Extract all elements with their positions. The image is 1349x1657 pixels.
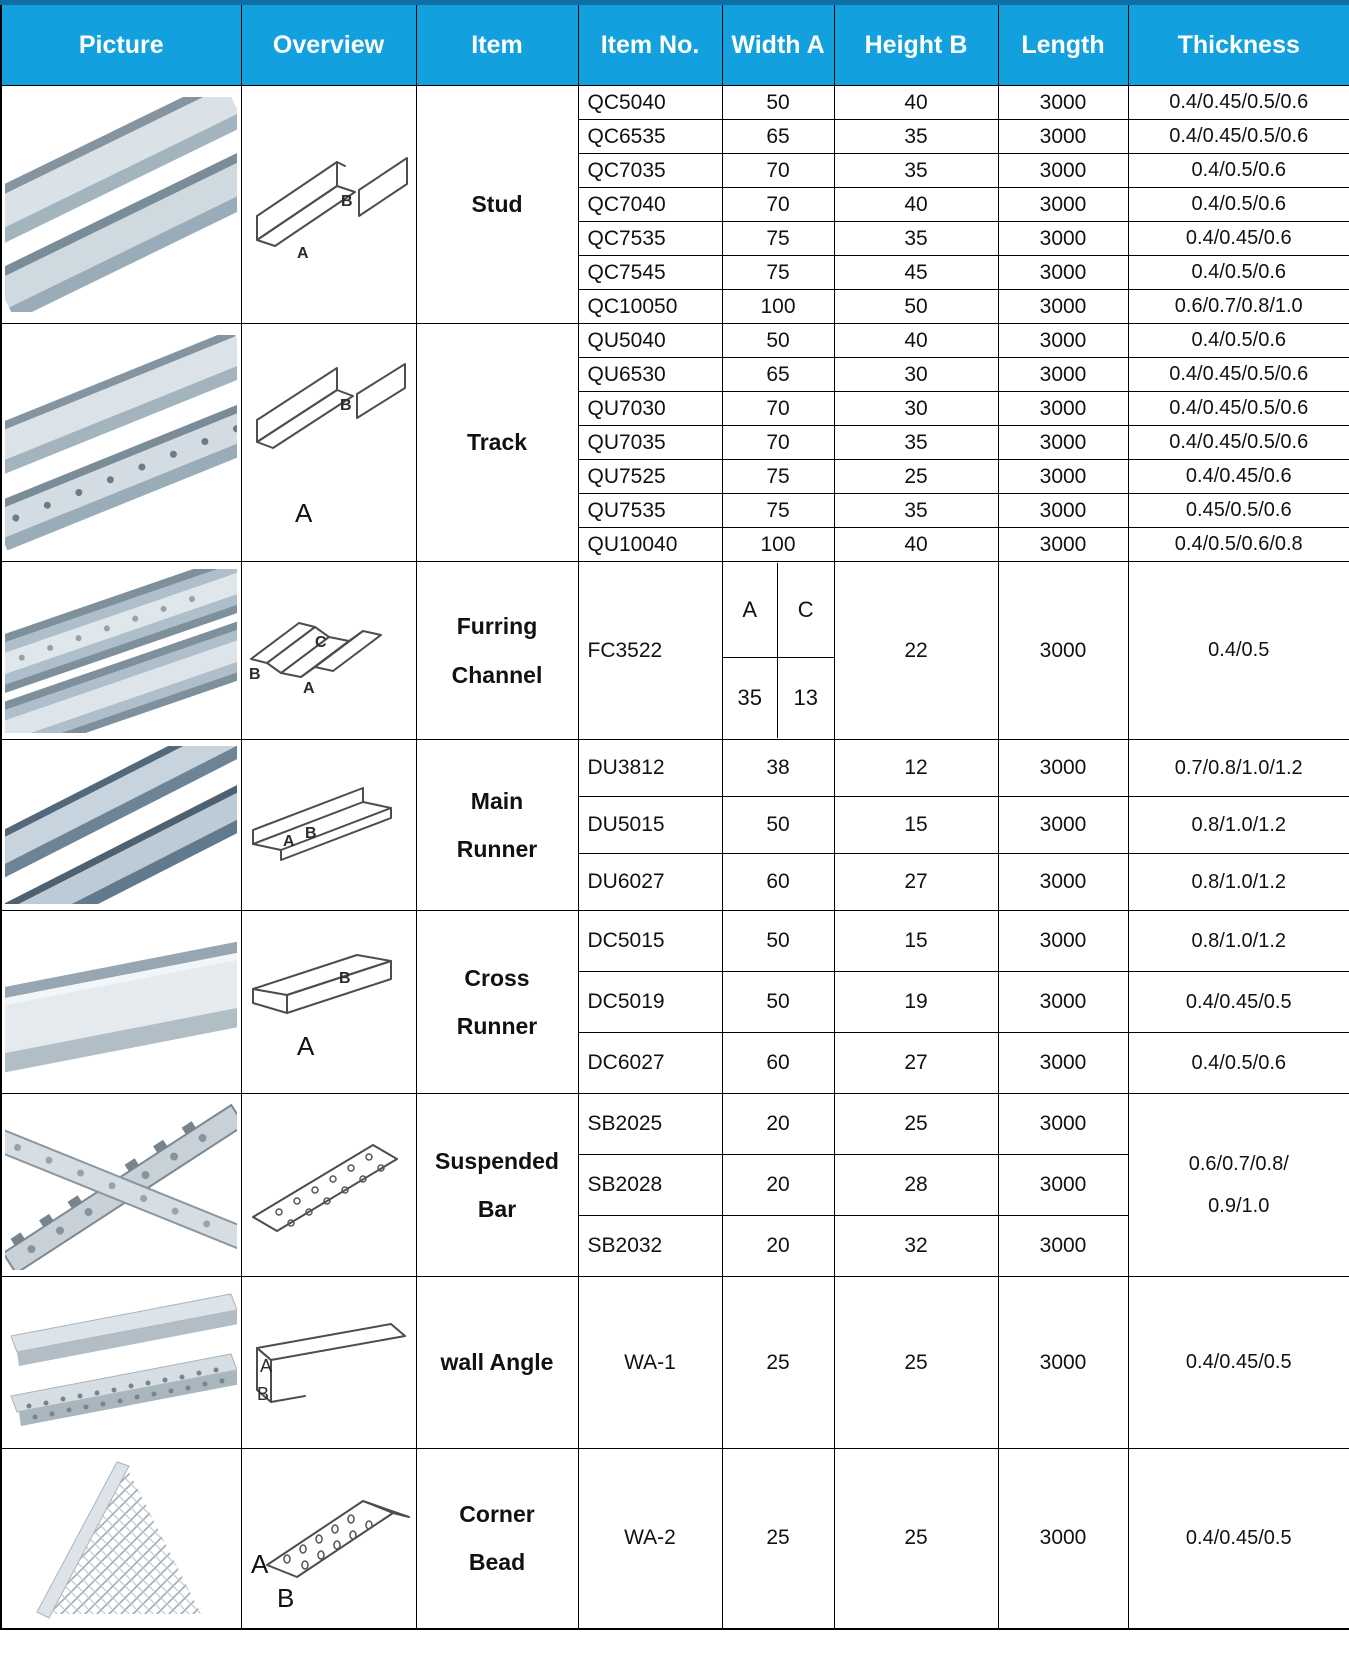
length-cell: 3000: [998, 120, 1128, 154]
label-a: A: [259, 1356, 272, 1376]
width-a-cell: 38: [722, 740, 834, 797]
length-cell: 3000: [998, 1033, 1128, 1094]
height-b-cell: 30: [834, 392, 998, 426]
length-cell: 3000: [998, 1277, 1128, 1449]
length-cell: 3000: [998, 256, 1128, 290]
width-a-cell: 65: [722, 358, 834, 392]
spec-row: [1, 86, 1349, 120]
stud-diagram: [245, 130, 413, 280]
thickness-cell-merged: [1128, 1094, 1349, 1277]
height-b-cell: 27: [834, 1033, 998, 1094]
thickness-cell: 0.4/0.45/0.5/0.6: [1128, 358, 1349, 392]
height-b-cell: 35: [834, 222, 998, 256]
item-no-cell: QU5040: [578, 324, 722, 358]
width-a-cell: 20: [722, 1155, 834, 1216]
item-label-text: Stud: [471, 191, 523, 218]
height-b-cell: 25: [834, 460, 998, 494]
label-b: B: [340, 192, 353, 210]
length-cell: 3000: [998, 460, 1128, 494]
furring-channel-diagram: [245, 581, 413, 721]
width-a-cell: 75: [722, 494, 834, 528]
item-label-text: Main Runner: [456, 787, 538, 862]
thickness-cell: 0.7/0.8/1.0/1.2: [1128, 740, 1349, 797]
sub-label-c: C: [778, 563, 834, 658]
thickness-cell: 0.4/0.45/0.5/0.6: [1128, 392, 1349, 426]
furring-sub-table: [723, 563, 834, 739]
wall-angle-photo: [5, 1284, 237, 1442]
item-no-cell: QC6535: [578, 120, 722, 154]
col-header-width-a: Width A: [722, 3, 834, 86]
height-b-cell: 35: [834, 120, 998, 154]
length-cell: 3000: [998, 972, 1128, 1033]
item-label-text: Cross Runner: [456, 964, 538, 1039]
width-a-cell: 75: [722, 256, 834, 290]
thickness-cell: 0.4/0.45/0.5: [1128, 1449, 1349, 1629]
width-a-cell: 50: [722, 324, 834, 358]
wall-angle-overview-cell: [241, 1277, 416, 1449]
height-b-cell: 45: [834, 256, 998, 290]
item-label-text: Corner Bead: [459, 1500, 535, 1576]
height-b-cell: 25: [834, 1449, 998, 1629]
wall-angle-photo-cell: [1, 1277, 241, 1449]
length-cell: 3000: [998, 1094, 1128, 1155]
height-b-cell: 25: [834, 1277, 998, 1449]
thickness-cell: 0.8/1.0/1.2: [1128, 854, 1349, 911]
height-b-cell: 12: [834, 740, 998, 797]
height-b-cell: 35: [834, 154, 998, 188]
item-no-cell: QC7035: [578, 154, 722, 188]
suspended-bar-diagram: [245, 1115, 413, 1255]
label-c: C: [314, 633, 327, 651]
item-no-cell: QU7525: [578, 460, 722, 494]
label-a: A: [302, 679, 315, 697]
height-b-cell: 28: [834, 1155, 998, 1216]
suspended-bar-photo: [5, 1100, 237, 1270]
track-photo: [5, 335, 237, 550]
height-b-cell: 15: [834, 911, 998, 972]
spec-row: [1, 740, 1349, 797]
length-cell: 3000: [998, 324, 1128, 358]
height-b-cell: 35: [834, 494, 998, 528]
height-b-cell: 40: [834, 324, 998, 358]
col-header-length: Length: [998, 3, 1128, 86]
width-a-cell: 70: [722, 154, 834, 188]
stud-photo-cell: [1, 86, 241, 324]
length-cell: 3000: [998, 358, 1128, 392]
thickness-cell: 0.4/0.45/0.6: [1128, 460, 1349, 494]
length-cell: 3000: [998, 797, 1128, 854]
length-cell: 3000: [998, 1155, 1128, 1216]
width-a-cell: 50: [722, 797, 834, 854]
height-b-cell: 35: [834, 426, 998, 460]
corner-bead-diagram: [245, 1463, 413, 1613]
length-cell: 3000: [998, 222, 1128, 256]
item-no-cell: DC5019: [578, 972, 722, 1033]
item-label-cross-runner: [416, 911, 578, 1094]
thickness-cell: 0.6/0.7/0.8/1.0: [1128, 290, 1349, 324]
item-label-text: Track: [466, 429, 528, 456]
furring-photo-cell: [1, 562, 241, 740]
furring-channel-photo: [5, 569, 237, 733]
spec-row: [1, 562, 1349, 740]
height-b-cell: 40: [834, 528, 998, 562]
height-b-cell: 15: [834, 797, 998, 854]
width-a-cell: 50: [722, 86, 834, 120]
height-b-cell: 27: [834, 854, 998, 911]
length-cell: 3000: [998, 1449, 1128, 1629]
item-label-corner-bead: [416, 1449, 578, 1629]
furring-overview-cell: [241, 562, 416, 740]
length-cell: 3000: [998, 494, 1128, 528]
length-cell: 3000: [998, 911, 1128, 972]
thickness-cell: 0.8/1.0/1.2: [1128, 911, 1349, 972]
thickness-cell: 0.4/0.5/0.6: [1128, 324, 1349, 358]
item-no-cell: QU7030: [578, 392, 722, 426]
length-cell: 3000: [998, 854, 1128, 911]
width-a-cell: 60: [722, 854, 834, 911]
length-cell: 3000: [998, 1216, 1128, 1277]
thickness-cell: 0.4/0.5/0.6: [1128, 154, 1349, 188]
corner-bead-photo-cell: [1, 1449, 241, 1629]
col-header-thickness: Thickness: [1128, 3, 1349, 86]
height-b-cell: 22: [834, 562, 998, 740]
corner-bead-photo: [5, 1454, 237, 1622]
col-header-overview: Overview: [241, 3, 416, 86]
col-header-item-no: Item No.: [578, 3, 722, 86]
stud-photo: [5, 97, 237, 312]
spec-row: [1, 1449, 1349, 1629]
width-a-cell: 20: [722, 1216, 834, 1277]
thickness-multiline: [1129, 1143, 1349, 1227]
item-label-stud: [416, 86, 578, 324]
spec-row: [1, 1277, 1349, 1449]
item-label-text: wall Angle: [440, 1349, 554, 1376]
height-b-cell: 30: [834, 358, 998, 392]
thickness-cell: 0.4/0.45/0.5/0.6: [1128, 120, 1349, 154]
width-a-cell: 100: [722, 290, 834, 324]
length-cell: 3000: [998, 154, 1128, 188]
label-b: B: [256, 1384, 269, 1404]
item-no-cell: DU3812: [578, 740, 722, 797]
height-b-cell: 19: [834, 972, 998, 1033]
width-a-cell: 20: [722, 1094, 834, 1155]
item-no-cell: QC5040: [578, 86, 722, 120]
length-cell: 3000: [998, 740, 1128, 797]
main-runner-photo: [5, 746, 237, 904]
item-no-cell: QC7040: [578, 188, 722, 222]
thickness-line-1: 0.6/0.7/0.8/: [1188, 1153, 1289, 1175]
thickness-cell: 0.8/1.0/1.2: [1128, 797, 1349, 854]
main-runner-overview-cell: [241, 740, 416, 911]
label-b: B: [248, 665, 261, 683]
width-a-cell: 100: [722, 528, 834, 562]
length-cell: 3000: [998, 392, 1128, 426]
length-cell: 3000: [998, 528, 1128, 562]
sub-value-a: 35: [723, 658, 779, 739]
length-cell: 3000: [998, 86, 1128, 120]
item-no-cell: DC6027: [578, 1033, 722, 1094]
item-label-main-runner: [416, 740, 578, 911]
width-a-subtable-cell: [722, 562, 834, 740]
item-label-wall-angle: [416, 1277, 578, 1449]
thickness-cell: 0.4/0.5/0.6: [1128, 1033, 1349, 1094]
label-a: A: [282, 832, 295, 850]
label-a: A: [294, 497, 312, 528]
height-b-cell: 40: [834, 188, 998, 222]
item-no-cell: SB2025: [578, 1094, 722, 1155]
cross-runner-photo-cell: [1, 911, 241, 1094]
col-header-height-b: Height B: [834, 3, 998, 86]
label-a: A: [296, 244, 309, 262]
thickness-cell: 0.45/0.5/0.6: [1128, 494, 1349, 528]
item-label-text: Furring Channel: [451, 613, 543, 688]
label-a: A: [296, 1031, 314, 1061]
label-b: B: [304, 824, 317, 842]
height-b-cell: 32: [834, 1216, 998, 1277]
wall-angle-diagram: [245, 1310, 413, 1415]
item-label-text: Suspended Bar: [435, 1147, 559, 1222]
item-label-furring-channel: [416, 562, 578, 740]
main-runner-diagram: [245, 768, 413, 883]
width-a-cell: 25: [722, 1449, 834, 1629]
height-b-cell: 50: [834, 290, 998, 324]
length-cell: 3000: [998, 562, 1128, 740]
thickness-cell: 0.4/0.45/0.5: [1128, 1277, 1349, 1449]
thickness-cell: 0.4/0.45/0.5/0.6: [1128, 86, 1349, 120]
width-a-cell: 65: [722, 120, 834, 154]
item-no-cell: DC5015: [578, 911, 722, 972]
track-photo-cell: [1, 324, 241, 562]
sub-label-a: A: [723, 563, 779, 658]
spec-row: [1, 1094, 1349, 1155]
item-no-cell: QU6530: [578, 358, 722, 392]
cross-runner-diagram: [245, 927, 413, 1077]
item-no-cell: QC7545: [578, 256, 722, 290]
main-runner-photo-cell: [1, 740, 241, 911]
header-row: [1, 3, 1349, 86]
thickness-cell: 0.4/0.5/0.6: [1128, 188, 1349, 222]
item-no-cell: DU5015: [578, 797, 722, 854]
item-label-track: [416, 324, 578, 562]
width-a-cell: 75: [722, 460, 834, 494]
height-b-cell: 25: [834, 1094, 998, 1155]
item-no-cell: QU10040: [578, 528, 722, 562]
thickness-cell: 0.4/0.5/0.6/0.8: [1128, 528, 1349, 562]
spec-row: [1, 324, 1349, 358]
thickness-cell: 0.4/0.5/0.6: [1128, 256, 1349, 290]
width-a-cell: 50: [722, 972, 834, 1033]
length-cell: 3000: [998, 426, 1128, 460]
suspended-bar-overview-cell: [241, 1094, 416, 1277]
thickness-cell: 0.4/0.45/0.6: [1128, 222, 1349, 256]
item-no-cell: DU6027: [578, 854, 722, 911]
item-no-cell: SB2032: [578, 1216, 722, 1277]
sub-value-c: 13: [793, 685, 818, 710]
suspended-bar-photo-cell: [1, 1094, 241, 1277]
item-no-cell: QC10050: [578, 290, 722, 324]
width-a-cell: 75: [722, 222, 834, 256]
thickness-cell: 0.4/0.5: [1128, 562, 1349, 740]
height-b-cell: 40: [834, 86, 998, 120]
item-no-cell: WA-2: [578, 1449, 722, 1629]
label-b: B: [338, 970, 351, 987]
track-overview-cell: [241, 324, 416, 562]
stud-overview-cell: [241, 86, 416, 324]
width-a-cell: 70: [722, 426, 834, 460]
col-header-picture: Picture: [1, 3, 241, 86]
thickness-cell: 0.4/0.45/0.5: [1128, 972, 1349, 1033]
item-no-cell: QC7535: [578, 222, 722, 256]
width-a-cell: 25: [722, 1277, 834, 1449]
track-diagram: [245, 348, 413, 538]
label-b: B: [276, 1583, 294, 1614]
item-no-cell: QU7535: [578, 494, 722, 528]
width-a-cell: 70: [722, 188, 834, 222]
width-a-cell: 70: [722, 392, 834, 426]
cross-runner-overview-cell: [241, 911, 416, 1094]
length-cell: 3000: [998, 290, 1128, 324]
item-no-cell: QU7035: [578, 426, 722, 460]
col-header-item: Item: [416, 3, 578, 86]
spec-row: [1, 911, 1349, 972]
label-b: B: [339, 396, 352, 414]
label-a: A: [250, 1549, 268, 1580]
item-no-cell: SB2028: [578, 1155, 722, 1216]
item-no-cell: FC3522: [578, 562, 722, 740]
cross-runner-photo: [5, 917, 237, 1087]
item-label-suspended-bar: [416, 1094, 578, 1277]
width-a-cell: 50: [722, 911, 834, 972]
width-a-cell: 60: [722, 1033, 834, 1094]
corner-bead-overview-cell: [241, 1449, 416, 1629]
thickness-cell: 0.4/0.45/0.5/0.6: [1128, 426, 1349, 460]
item-no-cell: WA-1: [578, 1277, 722, 1449]
thickness-line-2: 0.9/1.0: [1208, 1195, 1270, 1217]
length-cell: 3000: [998, 188, 1128, 222]
